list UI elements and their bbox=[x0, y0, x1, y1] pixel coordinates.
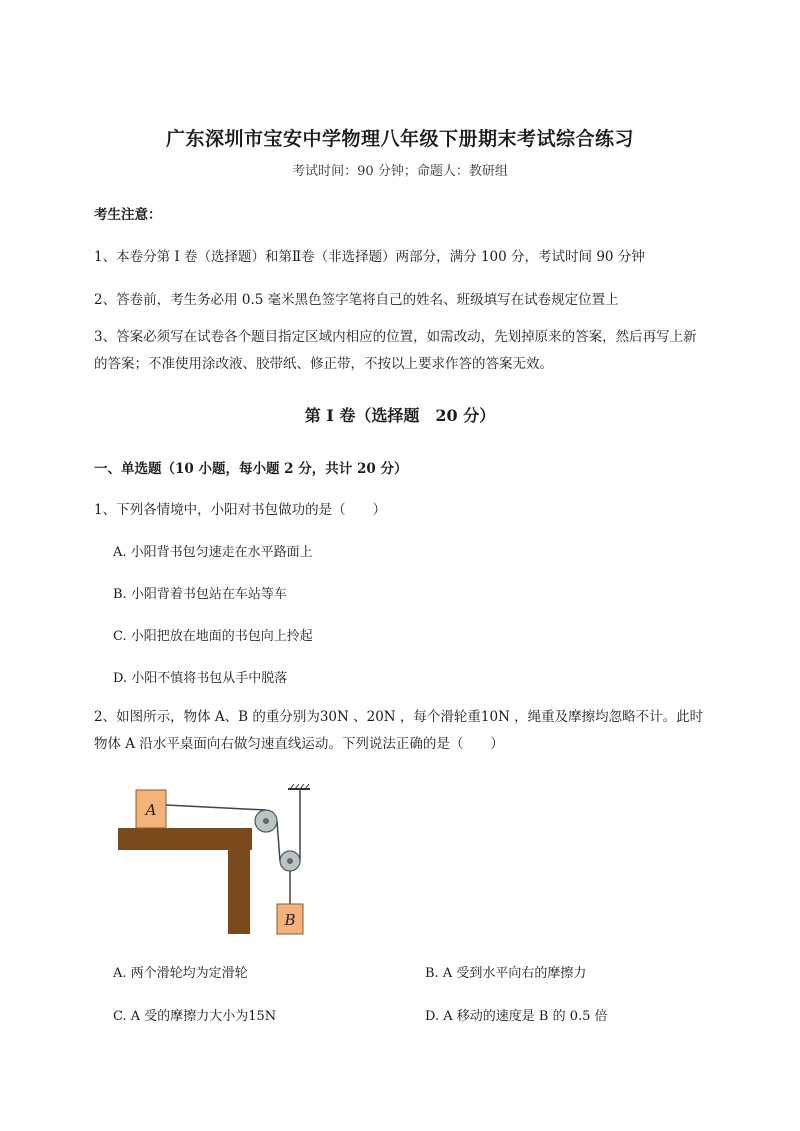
notice-heading: 考生注意： bbox=[94, 207, 162, 223]
fixed-pulley-axle bbox=[263, 818, 269, 824]
table-leg bbox=[228, 850, 250, 934]
notice-item-3: 3、答案必须写在试卷各个题目指定区域内相应的位置，如需改动，先划掉原来的答案，然后再写上新的答案；不准使用涂改液、胶带纸、修正带，不按以上要求作答的答案无效。 bbox=[94, 329, 697, 372]
section-title: 第 I 卷（选择题 20 分） bbox=[304, 406, 496, 425]
question-2-option-d[interactable]: D. A 移动的速度是 B 的 0.5 倍 bbox=[425, 1009, 608, 1024]
question-1-stem: 1、下列各情境中，小阳对书包做功的是（ ） bbox=[94, 502, 387, 518]
question-2-option-a[interactable]: A. 两个滑轮均为定滑轮 bbox=[113, 966, 248, 981]
question-2-stem: 2、如图所示，物体 A、B 的重分别为30N 、20N ，每个滑轮重10N ，绳重及摩擦均忽略不计。此时物体 A 沿水平桌面向右做匀速直线运动。下列说法正确的是（ ） bbox=[94, 709, 704, 752]
question-2-option-b[interactable]: B. A 受到水平向右的摩擦力 bbox=[425, 966, 587, 981]
pulley-diagram bbox=[116, 783, 322, 937]
movable-pulley-axle bbox=[287, 858, 293, 864]
question-1-option-a[interactable]: A. 小阳背书包匀速走在水平路面上 bbox=[113, 545, 313, 560]
exam-subtitle: 考试时间：90 分钟；命题人：教研组 bbox=[292, 164, 508, 179]
notice-item-2: 2、答卷前，考生务必用 0.5 毫米黑色签字笔将自己的姓名、班级填写在试卷规定位置上 bbox=[94, 292, 619, 308]
part-heading: 一、单选题（10 小题，每小题 2 分，共计 20 分） bbox=[94, 461, 408, 477]
table-top bbox=[118, 828, 252, 850]
question-2-option-c[interactable]: C. A 受的摩擦力大小为15N bbox=[113, 1009, 277, 1024]
question-1-option-b[interactable]: B. 小阳背着书包站在车站等车 bbox=[113, 587, 287, 602]
block-b-label: B bbox=[284, 911, 296, 929]
page-title: 广东深圳市宝安中学物理八年级下册期末考试综合练习 bbox=[165, 128, 634, 150]
question-1-option-d[interactable]: D. 小阳不慎将书包从手中脱落 bbox=[113, 671, 288, 686]
notice-item-1: 1、本卷分第 I 卷（选择题）和第Ⅱ卷（非选择题）两部分，满分 100 分，考试时间 90 分钟 bbox=[94, 249, 645, 265]
block-a-label: A bbox=[145, 801, 157, 819]
question-1-option-c[interactable]: C. 小阳把放在地面的书包向上拎起 bbox=[113, 629, 313, 644]
